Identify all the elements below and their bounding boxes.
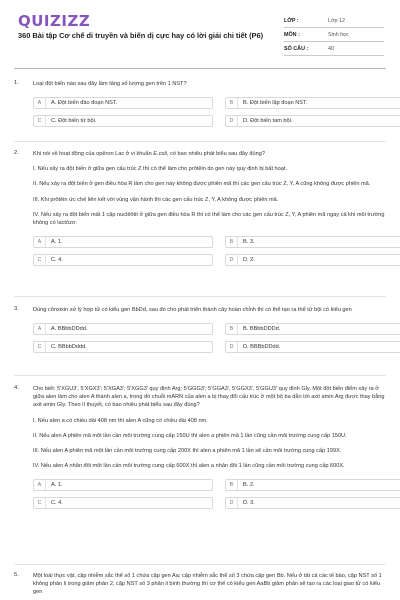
option-text: B. Đột biến lặp đoạn NST.	[243, 100, 308, 107]
question-number: 4.	[14, 385, 19, 391]
option-a[interactable]	[33, 323, 213, 335]
question-text	[33, 150, 386, 158]
option-text: B. 3.	[243, 239, 255, 246]
meta-key: SỐ CÂU :	[284, 45, 309, 52]
question-number: 1.	[14, 80, 19, 86]
option-letter: C	[34, 116, 46, 126]
option-b[interactable]	[225, 236, 400, 248]
question-stem	[33, 385, 386, 470]
meta-row-class	[284, 14, 384, 28]
option-letter: A	[34, 480, 46, 490]
question-5	[14, 572, 386, 600]
option-text: D. BBBbDDdd.	[243, 344, 281, 351]
option-letter: C	[34, 498, 46, 508]
option-text: B. 2.	[243, 482, 255, 489]
statement-3: III. Nếu alen A phiên mã một lần cần môi trường cung cấp 200X thì alen a phiên mã 1 lần sẽ cần môi trường cung cấp 199X.	[33, 448, 342, 455]
question-stem	[33, 306, 386, 314]
option-letter: A	[34, 324, 46, 334]
answer-options	[33, 97, 386, 127]
statement-2: II. Nếu alen A phiên mã một lần cần môi trường cung cấp 150U thì alen a phiên mã 1 lần cũng cần môi trường cung cấp 150U.	[33, 432, 347, 439]
option-letter: B	[226, 98, 238, 108]
question-text: Một loài thực vật, cặp nhiễm sắc thể số 1 chứa cặp gen Aa; cặp nhiễm sắc thể số 3 chứa cặp gen Bb. Nếu ở tất cả các tế bào, cặp NST số 1 không phân li trong giảm phân 2, cặp NST số 3 phân li bình thường thì cơ thể có kiểu gen AaBb giảm phân sẽ tạo ra các loại giao tử có kiểu gen	[33, 573, 382, 596]
statement-2: II. Nếu xảy ra đột biến ở gen điều hòa R làm cho gen này không được phiên mã thì các gen cấu trúc Z, Y, A cũng không được phiên mã.	[33, 181, 371, 188]
statement-4: IV. Nếu alen A nhân đôi một lần cần môi trường cung cấp 600X thì alen a nhân đôi 1 lần cũng cần môi trường cung cấp 600X.	[33, 463, 345, 470]
option-a[interactable]	[33, 97, 213, 109]
question-3	[14, 306, 386, 353]
option-text: D. Đột biến tam bội.	[243, 118, 293, 125]
answer-options	[33, 323, 386, 353]
question-text: Cho biết: 5'XGU3', 5'XGX3'; 5'XGA3'; 5'XGG3' quy định Arg; 5'GGG3'; 5'GGA3', 5'GGX3', 5'GGU3' quy định Gly. Một đột biến điểm xảy ra ở giữa alen làm cho alen A thành alen a, trong đó chuỗi mARN của alen a bị thay đổi cấu trúc ở một bộ ba dẫn tới axit amin Arg được thay bằng axit amin Gly. Theo lí thuyết, có bao nhiêu phát biểu sau đây đúng?	[33, 386, 385, 409]
statement-1: I. Nếu xảy ra đột biến ở giữa gen cấu trúc Z thì có thể làm cho prôtêin do gen này quy định bị bất hoạt.	[33, 166, 288, 173]
question-number: 5.	[14, 572, 19, 578]
meta-value: 40	[328, 45, 334, 52]
answer-options	[33, 479, 386, 509]
option-c[interactable]	[33, 115, 213, 127]
question-number: 3.	[14, 306, 19, 312]
meta-key: LỚP :	[284, 17, 299, 24]
question-stem	[33, 80, 386, 88]
statement-1: I. Nếu alen a có chiều dài 408 nm thì alen A cũng có chiều dài 408 nm.	[33, 417, 208, 424]
question-divider	[14, 141, 386, 142]
meta-value: Sinh học	[328, 31, 349, 38]
header-divider	[14, 68, 386, 69]
option-text: D. 2.	[243, 257, 255, 264]
option-text: C. 4.	[51, 500, 63, 507]
option-d[interactable]	[225, 254, 400, 266]
question-text: Loại đột biến nào sau đây làm tăng số lượng gen trên 1 NST?	[33, 81, 187, 87]
option-text: C. BBbbDddd.	[51, 344, 87, 351]
option-c[interactable]	[33, 497, 213, 509]
option-c[interactable]	[33, 341, 213, 353]
option-letter: D	[226, 255, 238, 265]
option-letter: D	[226, 498, 238, 508]
option-letter: D	[226, 116, 238, 126]
question-stem	[33, 572, 386, 597]
quizizz-logo: QUIZIZZ	[18, 12, 91, 30]
meta-key: MÔN :	[284, 31, 300, 38]
question-stem	[33, 150, 386, 227]
option-text: A. 1.	[51, 482, 63, 489]
option-letter: B	[226, 324, 238, 334]
option-letter: A	[34, 237, 46, 247]
option-text: B. BBbbDDDd.	[243, 326, 281, 333]
document-header	[0, 0, 400, 66]
question-divider	[14, 564, 386, 565]
option-b[interactable]	[225, 97, 400, 109]
option-letter: C	[34, 342, 46, 352]
question-number: 2.	[14, 150, 19, 156]
species-name: E.coli	[153, 151, 167, 157]
option-letter: B	[226, 480, 238, 490]
option-letter: D	[226, 342, 238, 352]
statement-3: III. Khi prôtêin ức chế liên kết với vùng vận hành thì các gen cấu trúc Z, Y, A không được phiên mã.	[33, 196, 279, 203]
option-a[interactable]	[33, 236, 213, 248]
option-d[interactable]	[225, 115, 400, 127]
option-b[interactable]	[225, 479, 400, 491]
option-letter: C	[34, 255, 46, 265]
option-b[interactable]	[225, 323, 400, 335]
answer-options	[33, 236, 386, 266]
option-a[interactable]	[33, 479, 213, 491]
question-text: Dùng cônsixin xử lý hợp tử có kiểu gen BbDd, sau đó cho phát triển thành cây hoàn chỉnh thì có thể tạo ra thể tứ bội có kiểu gen	[33, 307, 352, 313]
meta-row-subject	[284, 28, 384, 42]
question-text-part: Khi nói về hoạt động của opêron Lac ở vi khuẩn	[33, 151, 154, 157]
question-4	[14, 385, 386, 509]
option-letter: A	[34, 98, 46, 108]
option-text: D. 3.	[243, 500, 255, 507]
meta-row-count	[284, 42, 384, 56]
option-text: A. Đột biến đảo đoạn NST.	[51, 100, 118, 107]
question-divider	[14, 375, 386, 376]
meta-table	[284, 14, 384, 56]
option-c[interactable]	[33, 254, 213, 266]
option-d[interactable]	[225, 341, 400, 353]
question-2	[14, 150, 386, 266]
option-d[interactable]	[225, 497, 400, 509]
question-1	[14, 80, 386, 127]
meta-value: Lớp 12	[328, 17, 346, 24]
option-letter: B	[226, 237, 238, 247]
statement-4: IV. Nếu xảy ra đột biến mất 1 cặp nuclêôtit ở giữa gen điều hòa R thì có thể làm cho các gen cấu trúc Z, Y, A phiên mã ngay cả khi môi trường không có lactôzơ.	[33, 211, 385, 227]
option-text: C. Đột biến tứ bội.	[51, 118, 97, 125]
option-text: A. 1.	[51, 239, 63, 246]
question-divider	[14, 296, 386, 297]
option-text: C. 4.	[51, 257, 63, 264]
option-text: A. BBbbDDdd.	[51, 326, 88, 333]
document-title: 360 Bài tập Cơ chế di truyền và biến dị cực hay có lời giải chi tiết (P6)	[18, 31, 264, 40]
question-text-part: , có bao nhiêu phát biểu sau đây đúng?	[166, 151, 265, 157]
